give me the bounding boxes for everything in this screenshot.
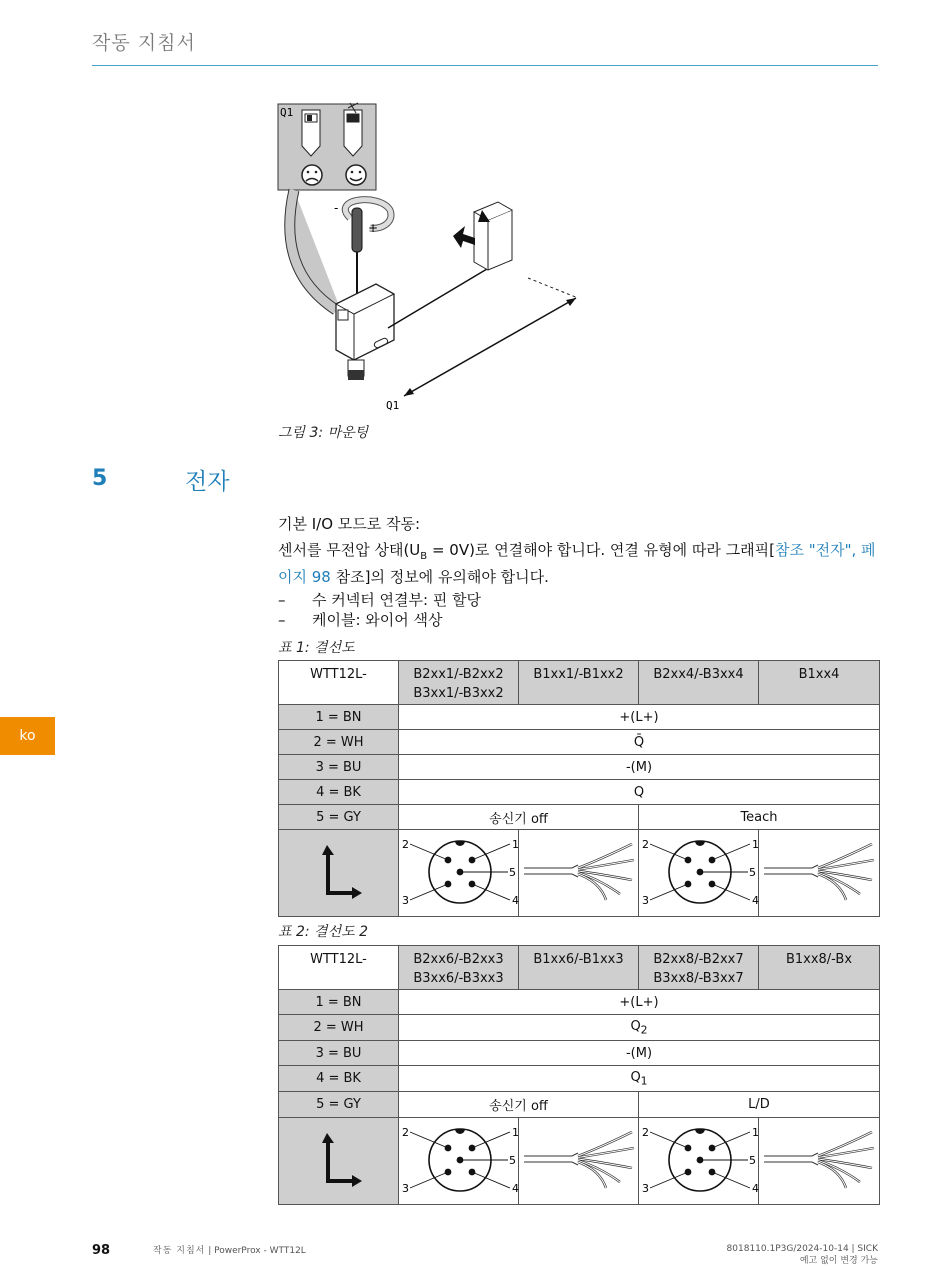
pin-dot: [468, 1145, 475, 1152]
pin-value-sub: 2: [640, 1023, 648, 1037]
pin-label: 3 = BU: [279, 1041, 399, 1066]
cable-diagram: [759, 830, 880, 917]
bullet-list: [278, 590, 481, 630]
figure-caption: 그림 3: 마운팅: [278, 425, 369, 441]
column-header: B2xx6/-B2xx3 B3xx6/-B3xx3: [399, 946, 519, 990]
pin-number: 2: [401, 838, 409, 851]
axis-symbol-cell: [279, 830, 399, 917]
pin-label: 4 = BK: [279, 780, 399, 805]
bullet-dash: –: [278, 591, 286, 609]
cable-diagram: [519, 1118, 639, 1205]
connector-pin-diagram: [399, 1118, 519, 1205]
pin-label: 3 = BU: [279, 755, 399, 780]
pin-number: 1: [511, 838, 519, 851]
pin-number: 3: [641, 894, 649, 907]
pin-value: [399, 1015, 880, 1041]
pin-label: 5 = GY: [279, 1092, 399, 1118]
connector-pin-diagram: [639, 830, 759, 917]
column-header: B1xx6/-B1xx3: [519, 946, 639, 990]
footer-doc-a: 작동 지침서: [153, 1246, 206, 1256]
intro-line: 기본 I/O 모드로 작동:: [278, 515, 421, 533]
happy-face-icon: [346, 165, 366, 185]
pin-dot: [708, 1145, 715, 1152]
pin-dot: [444, 857, 451, 864]
footer-doc-b: | PowerProx - WTT12L: [205, 1246, 306, 1256]
cable-diagram: [519, 830, 639, 917]
pin-number: 5: [748, 1154, 756, 1167]
pin-dot: [444, 881, 451, 888]
pin-value: -(M): [399, 755, 880, 780]
pin-dot: [696, 869, 703, 876]
table1-caption: 표 1: 결선도: [278, 640, 355, 656]
pin-dot: [684, 881, 691, 888]
column-header: B2xx4/-B3xx4: [639, 661, 759, 705]
intro-post: 참조]의 정보에 유의해야 합니다.: [330, 568, 549, 586]
pin-number: 1: [511, 1126, 519, 1139]
pin-dot: [444, 1169, 451, 1176]
pin-dot: [684, 1145, 691, 1152]
table2-caption: 표 2: 결선도 2: [278, 924, 368, 940]
pin-value: [399, 1066, 880, 1092]
sad-face-icon: [302, 165, 322, 185]
pin-number: 4: [511, 894, 519, 907]
pin-label: 2 = WH: [279, 730, 399, 755]
pin-number: 2: [401, 1126, 409, 1139]
pin-number: 5: [508, 1154, 516, 1167]
column-header: B2xx1/-B2xx2 B3xx1/-B3xx2: [399, 661, 519, 705]
cable-jacket: [524, 1153, 578, 1165]
cable-icon: [760, 1118, 878, 1200]
pin-value-sub: 1: [640, 1074, 648, 1088]
pin-number: 5: [748, 866, 756, 879]
pin-number: 4: [511, 1182, 519, 1195]
pin-label: 5 = GY: [279, 805, 399, 830]
pin-value-left: 송신기 off: [399, 805, 639, 830]
q1-top-label: Q1: [280, 106, 294, 119]
pin-dot: [444, 1145, 451, 1152]
pin-number: 4: [751, 1182, 759, 1195]
pin-number: 2: [641, 1126, 649, 1139]
pin-label: 4 = BK: [279, 1066, 399, 1092]
pin-number: 1: [751, 838, 759, 851]
m8-connector-icon: [400, 830, 518, 912]
pin-value-main: Q: [630, 1069, 641, 1085]
cable-jacket: [764, 1153, 818, 1165]
corner-arrow-icon: [319, 841, 359, 901]
cable-jacket: [764, 865, 818, 877]
pin-value: Q: [399, 780, 880, 805]
m8-connector-icon: [640, 830, 758, 912]
pin-dot: [708, 857, 715, 864]
pin-number: 3: [641, 1182, 649, 1195]
pin-label: 2 = WH: [279, 1015, 399, 1041]
pin-value: Q̄: [399, 730, 880, 755]
list-item: [278, 590, 481, 610]
m8-connector-icon: [640, 1118, 758, 1200]
pin-value-right: L/D: [639, 1092, 880, 1118]
pin-label: 1 = BN: [279, 705, 399, 730]
intro-pre: 센서를 무전압 상태(U: [278, 541, 421, 559]
pin-dot: [456, 869, 463, 876]
cable-icon: [520, 1118, 638, 1200]
column-header: B1xx8/-Bx: [759, 946, 880, 990]
cable-jacket: [524, 865, 578, 877]
page-reference-link[interactable]: 참조 "전자", 페이지 98: [278, 541, 876, 586]
footer-note-line: 예고 없이 변경 가능: [799, 1256, 878, 1266]
pin-value: -(M): [399, 1041, 880, 1066]
m8-connector-icon: [400, 1118, 518, 1200]
pin-value-main: Q: [630, 1018, 641, 1034]
page-number: 98: [92, 1243, 111, 1258]
footer-document-id: [727, 1243, 878, 1267]
corner-arrow-icon: [319, 1129, 359, 1189]
connector-pin-diagram: [639, 1118, 759, 1205]
pin-number: 2: [641, 838, 649, 851]
pin-number: 3: [401, 894, 409, 907]
language-tab: ko: [0, 717, 55, 755]
mounting-figure: [270, 98, 590, 418]
table-corner: WTT12L-: [279, 661, 399, 705]
section-title: 전자: [185, 469, 230, 495]
wiring-table-2: [278, 945, 880, 1205]
list-item: [278, 610, 481, 630]
pin-dot: [708, 1169, 715, 1176]
cable-diagram: [759, 1118, 880, 1205]
section-number: 5: [92, 466, 108, 491]
intro-mid: = 0V)로 연결해야 합니다. 연결 유형에 따라 그래픽[: [427, 541, 775, 559]
cable-icon: [520, 830, 638, 912]
pin-dot: [696, 1157, 703, 1164]
pin-value-left: 송신기 off: [399, 1092, 639, 1118]
pin-value: +(L+): [399, 990, 880, 1015]
bullet-text: 케이블: 와이어 색상: [312, 611, 443, 629]
pin-number: 3: [401, 1182, 409, 1195]
pin-number: 5: [508, 866, 516, 879]
cable-icon: [760, 830, 878, 912]
column-header: B1xx1/-B1xx2: [519, 661, 639, 705]
column-header: B2xx8/-B2xx7 B3xx8/-B3xx7: [639, 946, 759, 990]
q1-bottom-label: Q1: [386, 399, 400, 412]
pin-dot: [456, 1157, 463, 1164]
bullet-dash: –: [278, 611, 286, 629]
wiring-table-1: [278, 660, 880, 917]
connector-pin-diagram: [399, 830, 519, 917]
pin-dot: [684, 857, 691, 864]
intro-paragraph: [278, 540, 878, 588]
intro-sub: B: [420, 551, 428, 562]
pin-dot: [684, 1169, 691, 1176]
pin-number: 1: [751, 1126, 759, 1139]
pin-dot: [708, 881, 715, 888]
minus-label: -: [334, 201, 339, 215]
pin-value-right: Teach: [639, 805, 880, 830]
axis-symbol-cell: [279, 1118, 399, 1205]
page-header-title: 작동 지침서: [92, 32, 196, 54]
pin-label: 1 = BN: [279, 990, 399, 1015]
pin-dot: [468, 857, 475, 864]
bullet-text: 수 커넥터 연결부: 핀 할당: [312, 591, 482, 609]
footer-id-line: 8018110.1P3G/2024-10-14 | SICK: [726, 1244, 878, 1254]
pin-dot: [468, 1169, 475, 1176]
pin-dot: [468, 881, 475, 888]
pin-value: +(L+): [399, 705, 880, 730]
pin-number: 4: [751, 894, 759, 907]
plus-label: +: [368, 221, 379, 235]
footer-document-title: [153, 1243, 306, 1256]
header-rule: [92, 65, 878, 66]
column-header: B1xx4: [759, 661, 880, 705]
table-corner: WTT12L-: [279, 946, 399, 990]
